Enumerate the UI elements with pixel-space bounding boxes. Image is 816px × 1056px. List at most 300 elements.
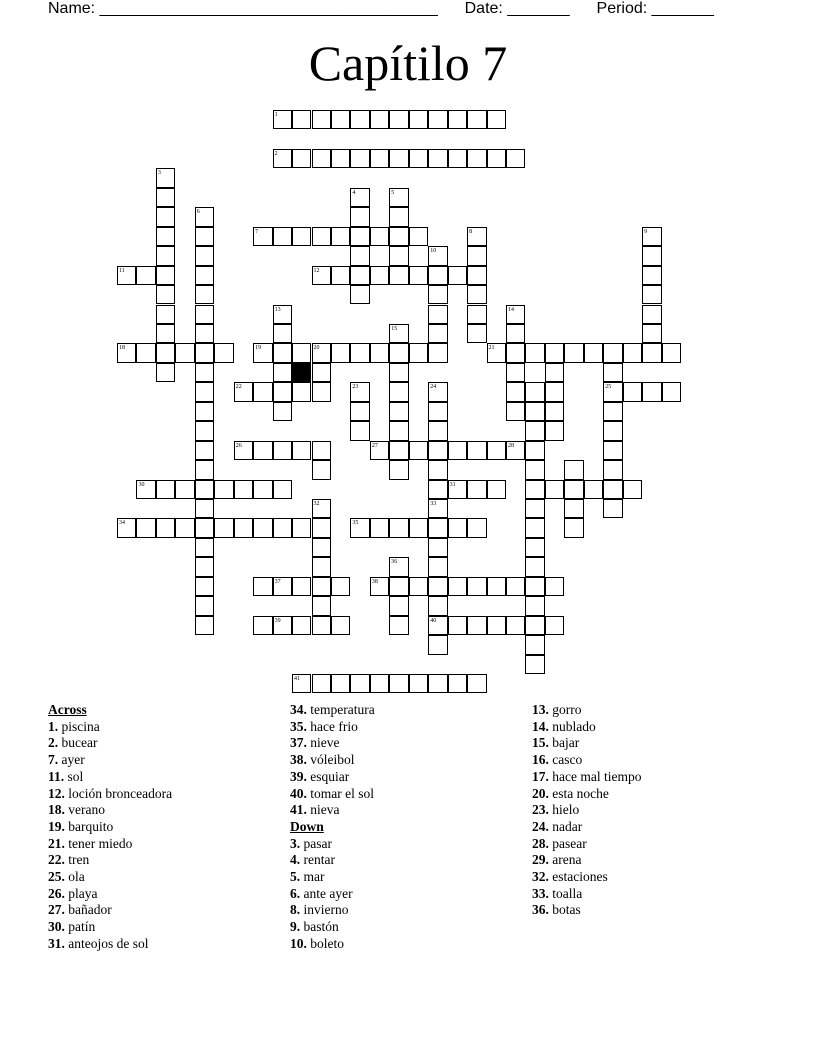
- grid-cell[interactable]: [467, 285, 486, 304]
- grid-cell[interactable]: [292, 577, 311, 596]
- grid-cell[interactable]: [525, 577, 544, 596]
- grid-cell[interactable]: [331, 577, 350, 596]
- grid-cell[interactable]: [448, 674, 467, 693]
- grid-cell[interactable]: [136, 518, 155, 537]
- grid-cell[interactable]: [136, 343, 155, 362]
- grid-cell[interactable]: [603, 382, 622, 401]
- grid-cell[interactable]: [389, 324, 408, 343]
- grid-cell[interactable]: [214, 518, 233, 537]
- clue-number-label: 36.: [532, 902, 549, 918]
- grid-cell[interactable]: [428, 421, 447, 440]
- grid-cell[interactable]: [292, 227, 311, 246]
- grid-cell[interactable]: [428, 480, 447, 499]
- grid-cell[interactable]: [545, 343, 564, 362]
- grid-cell[interactable]: [195, 266, 214, 285]
- grid-cell[interactable]: [525, 596, 544, 615]
- grid-cell[interactable]: [525, 441, 544, 460]
- grid-cell[interactable]: [506, 324, 525, 343]
- clue-item: [290, 852, 375, 869]
- grid-cell[interactable]: [136, 480, 155, 499]
- grid-cell[interactable]: [253, 577, 272, 596]
- grid-cell[interactable]: [156, 168, 175, 187]
- grid-cell[interactable]: [603, 499, 622, 518]
- grid-cell[interactable]: [195, 577, 214, 596]
- grid-cell[interactable]: [448, 480, 467, 499]
- grid-cell[interactable]: [350, 674, 369, 693]
- grid-cell[interactable]: [642, 246, 661, 265]
- grid-cell[interactable]: [312, 227, 331, 246]
- grid-cell[interactable]: [331, 110, 350, 129]
- grid-cell[interactable]: [389, 674, 408, 693]
- grid-cell[interactable]: [234, 518, 253, 537]
- grid-cell[interactable]: [350, 110, 369, 129]
- grid-cell[interactable]: [428, 266, 447, 285]
- grid-cell[interactable]: [273, 616, 292, 635]
- grid-cell[interactable]: [409, 343, 428, 362]
- grid-cell[interactable]: [389, 577, 408, 596]
- grid-cell[interactable]: [428, 518, 447, 537]
- grid-cell[interactable]: [662, 343, 681, 362]
- grid-cell[interactable]: [487, 149, 506, 168]
- grid-cell[interactable]: [564, 480, 583, 499]
- grid-cell[interactable]: [389, 382, 408, 401]
- grid-cell[interactable]: [487, 480, 506, 499]
- clue-number: 30: [138, 481, 145, 488]
- grid-cell[interactable]: [312, 441, 331, 460]
- grid-cell[interactable]: [448, 577, 467, 596]
- grid-cell[interactable]: [389, 343, 408, 362]
- grid-cell[interactable]: [253, 518, 272, 537]
- grid-cell[interactable]: [370, 518, 389, 537]
- grid-cell[interactable]: [564, 460, 583, 479]
- clue-item: [290, 786, 375, 803]
- grid-cell[interactable]: [331, 343, 350, 362]
- grid-cell[interactable]: [292, 674, 311, 693]
- grid-cell[interactable]: [350, 402, 369, 421]
- grid-cell[interactable]: [525, 343, 544, 362]
- grid-cell[interactable]: [331, 227, 350, 246]
- grid-cell[interactable]: [370, 149, 389, 168]
- grid-cell[interactable]: [195, 343, 214, 362]
- grid-cell[interactable]: [175, 343, 194, 362]
- grid-cell[interactable]: [195, 246, 214, 265]
- clue-number-label: 12.: [48, 785, 65, 801]
- grid-cell[interactable]: [389, 596, 408, 615]
- grid-cell[interactable]: [312, 343, 331, 362]
- grid-cell[interactable]: [117, 518, 136, 537]
- grid-cell[interactable]: [428, 110, 447, 129]
- grid-cell[interactable]: [195, 596, 214, 615]
- grid-cell[interactable]: [525, 538, 544, 557]
- grid-cell[interactable]: [428, 674, 447, 693]
- grid-cell[interactable]: [409, 110, 428, 129]
- grid-cell[interactable]: [545, 577, 564, 596]
- grid-cell[interactable]: [370, 577, 389, 596]
- grid-cell[interactable]: [273, 363, 292, 382]
- grid-cell[interactable]: [525, 499, 544, 518]
- grid-cell[interactable]: [312, 557, 331, 576]
- grid-cell[interactable]: [428, 616, 447, 635]
- clue-item: [290, 869, 375, 886]
- grid-cell[interactable]: [428, 441, 447, 460]
- grid-cell[interactable]: [603, 343, 622, 362]
- grid-cell[interactable]: [331, 266, 350, 285]
- grid-cell[interactable]: [448, 266, 467, 285]
- grid-cell[interactable]: [487, 441, 506, 460]
- grid-cell[interactable]: [195, 460, 214, 479]
- grid-cell[interactable]: [350, 246, 369, 265]
- grid-cell[interactable]: [312, 266, 331, 285]
- grid-cell[interactable]: [370, 674, 389, 693]
- grid-cell[interactable]: [195, 207, 214, 226]
- grid-cell[interactable]: [370, 343, 389, 362]
- clue-item: [48, 852, 172, 869]
- clue-text: hace mal tiempo: [552, 768, 642, 784]
- grid-cell[interactable]: [428, 557, 447, 576]
- grid-cell[interactable]: [273, 518, 292, 537]
- grid-cell[interactable]: [312, 149, 331, 168]
- name-field[interactable]: Name: ______________________________________: [48, 0, 438, 17]
- grid-cell[interactable]: [156, 480, 175, 499]
- grid-cell[interactable]: [350, 266, 369, 285]
- grid-cell[interactable]: [525, 518, 544, 537]
- grid-cell[interactable]: [545, 363, 564, 382]
- grid-cell[interactable]: [389, 557, 408, 576]
- grid-cell[interactable]: [662, 382, 681, 401]
- grid-cell[interactable]: [195, 557, 214, 576]
- grid-cell[interactable]: [448, 616, 467, 635]
- grid-cell[interactable]: [467, 577, 486, 596]
- grid-cell[interactable]: [389, 149, 408, 168]
- grid-cell[interactable]: [409, 577, 428, 596]
- grid-cell[interactable]: [428, 343, 447, 362]
- grid-cell[interactable]: [428, 402, 447, 421]
- grid-cell[interactable]: [448, 518, 467, 537]
- grid-cell[interactable]: [175, 480, 194, 499]
- grid-cell[interactable]: [370, 441, 389, 460]
- grid-cell[interactable]: [525, 635, 544, 654]
- grid-cell[interactable]: [312, 363, 331, 382]
- grid-cell[interactable]: [253, 441, 272, 460]
- grid-cell[interactable]: [273, 324, 292, 343]
- grid-cell[interactable]: [389, 227, 408, 246]
- grid-cell[interactable]: [195, 402, 214, 421]
- grid-cell[interactable]: [642, 266, 661, 285]
- clue-item: [532, 769, 641, 786]
- clue-number: 3: [157, 170, 161, 177]
- grid-cell[interactable]: [156, 324, 175, 343]
- grid-cell[interactable]: [292, 149, 311, 168]
- grid-cell[interactable]: [350, 149, 369, 168]
- grid-cell[interactable]: [253, 616, 272, 635]
- grid-cell[interactable]: [292, 382, 311, 401]
- grid-cell[interactable]: [623, 480, 642, 499]
- grid-cell[interactable]: [506, 305, 525, 324]
- grid-cell[interactable]: [487, 616, 506, 635]
- grid-cell[interactable]: [234, 480, 253, 499]
- grid-cell[interactable]: [156, 285, 175, 304]
- grid-cell[interactable]: [234, 382, 253, 401]
- grid-cell[interactable]: [389, 421, 408, 440]
- grid-cell[interactable]: [156, 518, 175, 537]
- grid-cell[interactable]: [273, 441, 292, 460]
- grid-cell[interactable]: [603, 421, 622, 440]
- grid-cell[interactable]: [273, 343, 292, 362]
- grid-cell[interactable]: [273, 305, 292, 324]
- grid-cell[interactable]: [389, 188, 408, 207]
- grid-cell[interactable]: [350, 421, 369, 440]
- grid-cell[interactable]: [506, 343, 525, 362]
- grid-cell[interactable]: [389, 460, 408, 479]
- grid-cell[interactable]: [312, 382, 331, 401]
- clue-item: [48, 919, 172, 936]
- grid-cell[interactable]: [117, 266, 136, 285]
- grid-cell[interactable]: [312, 616, 331, 635]
- grid-cell[interactable]: [506, 441, 525, 460]
- grid-cell[interactable]: [409, 518, 428, 537]
- grid-cell[interactable]: [389, 441, 408, 460]
- grid-cell[interactable]: [350, 188, 369, 207]
- grid-cell[interactable]: [273, 577, 292, 596]
- grid-cell[interactable]: [545, 616, 564, 635]
- grid-cell[interactable]: [642, 343, 661, 362]
- grid-cell[interactable]: [312, 518, 331, 537]
- grid-cell[interactable]: [467, 480, 486, 499]
- grid-cell[interactable]: [156, 246, 175, 265]
- grid-cell[interactable]: [234, 441, 253, 460]
- grid-cell[interactable]: [564, 499, 583, 518]
- clue-number: 31: [449, 481, 456, 488]
- grid-cell[interactable]: [428, 499, 447, 518]
- grid-cell[interactable]: [603, 441, 622, 460]
- grid-cell[interactable]: [487, 577, 506, 596]
- grid-cell[interactable]: [273, 402, 292, 421]
- grid-cell[interactable]: [448, 110, 467, 129]
- grid-cell[interactable]: [292, 110, 311, 129]
- grid-cell[interactable]: [467, 674, 486, 693]
- grid-cell[interactable]: [195, 305, 214, 324]
- grid-cell[interactable]: [623, 343, 642, 362]
- grid-cell[interactable]: [292, 441, 311, 460]
- grid-cell[interactable]: [195, 518, 214, 537]
- grid-cell[interactable]: [389, 207, 408, 226]
- grid-cell[interactable]: [467, 149, 486, 168]
- grid-cell[interactable]: [292, 343, 311, 362]
- grid-cell[interactable]: [156, 207, 175, 226]
- grid-cell[interactable]: [506, 363, 525, 382]
- grid-cell[interactable]: [253, 227, 272, 246]
- grid-cell[interactable]: [409, 227, 428, 246]
- grid-cell[interactable]: [428, 577, 447, 596]
- grid-cell[interactable]: [428, 538, 447, 557]
- grid-cell[interactable]: [156, 343, 175, 362]
- grid-cell[interactable]: [428, 149, 447, 168]
- grid-cell[interactable]: [117, 343, 136, 362]
- grid-cell[interactable]: [506, 382, 525, 401]
- grid-cell[interactable]: [584, 480, 603, 499]
- grid-cell[interactable]: [545, 421, 564, 440]
- grid-cell[interactable]: [253, 382, 272, 401]
- clue-text: boleto: [310, 935, 344, 951]
- grid-cell[interactable]: [525, 616, 544, 635]
- grid-cell[interactable]: [409, 149, 428, 168]
- grid-cell[interactable]: [214, 343, 233, 362]
- grid-cell[interactable]: [603, 480, 622, 499]
- grid-cell[interactable]: [409, 441, 428, 460]
- grid-cell[interactable]: [389, 363, 408, 382]
- grid-cell[interactable]: [428, 382, 447, 401]
- grid-cell[interactable]: [292, 616, 311, 635]
- grid-cell[interactable]: [195, 227, 214, 246]
- grid-cell[interactable]: [467, 518, 486, 537]
- grid-cell[interactable]: [409, 674, 428, 693]
- grid-cell[interactable]: [506, 402, 525, 421]
- grid-cell[interactable]: [350, 207, 369, 226]
- grid-cell[interactable]: [195, 382, 214, 401]
- grid-cell[interactable]: [545, 382, 564, 401]
- grid-cell[interactable]: [487, 110, 506, 129]
- grid-cell[interactable]: [273, 227, 292, 246]
- clue-text: verano: [68, 802, 105, 818]
- grid-cell[interactable]: [350, 518, 369, 537]
- period-field[interactable]: Period: _______: [596, 0, 714, 17]
- grid-cell[interactable]: [156, 305, 175, 324]
- grid-cell[interactable]: [525, 382, 544, 401]
- grid-cell[interactable]: [312, 538, 331, 557]
- grid-cell[interactable]: [545, 480, 564, 499]
- grid-cell[interactable]: [195, 499, 214, 518]
- grid-cell[interactable]: [370, 110, 389, 129]
- grid-cell[interactable]: [428, 285, 447, 304]
- grid-cell[interactable]: [331, 674, 350, 693]
- grid-cell[interactable]: [448, 441, 467, 460]
- grid-cell[interactable]: [584, 343, 603, 362]
- grid-cell[interactable]: [331, 616, 350, 635]
- grid-cell[interactable]: [448, 149, 467, 168]
- grid-cell[interactable]: [506, 616, 525, 635]
- grid-cell[interactable]: [467, 305, 486, 324]
- grid-cell[interactable]: [370, 266, 389, 285]
- grid-cell[interactable]: [428, 246, 447, 265]
- grid-cell[interactable]: [312, 596, 331, 615]
- grid-cell[interactable]: [642, 227, 661, 246]
- clue-number: 37: [274, 578, 281, 585]
- grid-cell[interactable]: [273, 382, 292, 401]
- clue-number-label: 30.: [48, 919, 65, 935]
- grid-cell[interactable]: [350, 343, 369, 362]
- grid-cell[interactable]: [312, 110, 331, 129]
- grid-cell[interactable]: [195, 616, 214, 635]
- grid-cell[interactable]: [525, 557, 544, 576]
- grid-cell[interactable]: [603, 363, 622, 382]
- grid-cell[interactable]: [156, 227, 175, 246]
- grid-cell[interactable]: [642, 285, 661, 304]
- grid-cell[interactable]: [642, 324, 661, 343]
- grid-cell[interactable]: [506, 149, 525, 168]
- grid-cell[interactable]: [156, 188, 175, 207]
- grid-cell[interactable]: [195, 324, 214, 343]
- grid-cell[interactable]: [467, 441, 486, 460]
- grid-cell[interactable]: [467, 227, 486, 246]
- grid-cell[interactable]: [195, 480, 214, 499]
- grid-cell[interactable]: [195, 285, 214, 304]
- grid-cell[interactable]: [428, 305, 447, 324]
- grid-cell[interactable]: [525, 402, 544, 421]
- grid-cell[interactable]: [312, 674, 331, 693]
- grid-cell[interactable]: [253, 480, 272, 499]
- grid-cell[interactable]: [389, 266, 408, 285]
- clue-text: nadar: [552, 818, 583, 834]
- grid-cell[interactable]: [467, 616, 486, 635]
- grid-cell[interactable]: [642, 305, 661, 324]
- grid-cell[interactable]: [409, 266, 428, 285]
- grid-cell[interactable]: [467, 266, 486, 285]
- grid-cell[interactable]: [214, 480, 233, 499]
- grid-cell[interactable]: [603, 402, 622, 421]
- grid-cell[interactable]: [350, 227, 369, 246]
- grid-cell[interactable]: [525, 460, 544, 479]
- grid-cell[interactable]: [564, 518, 583, 537]
- grid-cell[interactable]: [312, 460, 331, 479]
- clue-text: tren: [68, 852, 90, 868]
- grid-cell[interactable]: [156, 363, 175, 382]
- grid-cell[interactable]: [506, 577, 525, 596]
- grid-cell[interactable]: [525, 655, 544, 674]
- grid-cell[interactable]: [156, 266, 175, 285]
- grid-cell[interactable]: [467, 324, 486, 343]
- grid-cell[interactable]: [389, 246, 408, 265]
- grid-cell[interactable]: [273, 110, 292, 129]
- grid-cell[interactable]: [487, 343, 506, 362]
- grid-cell[interactable]: [292, 518, 311, 537]
- clue-number: 22: [235, 384, 242, 391]
- date-field[interactable]: Date: _______: [464, 0, 570, 17]
- grid-cell[interactable]: [195, 363, 214, 382]
- grid-cell[interactable]: [545, 402, 564, 421]
- grid-cell[interactable]: [350, 285, 369, 304]
- grid-cell[interactable]: [389, 616, 408, 635]
- grid-cell[interactable]: [312, 499, 331, 518]
- grid-cell[interactable]: [350, 382, 369, 401]
- grid-cell[interactable]: [564, 343, 583, 362]
- grid-cell[interactable]: [467, 246, 486, 265]
- grid-cell[interactable]: [331, 149, 350, 168]
- grid-cell[interactable]: [603, 460, 622, 479]
- grid-cell[interactable]: [428, 596, 447, 615]
- grid-cell[interactable]: [195, 421, 214, 440]
- grid-cell[interactable]: [623, 382, 642, 401]
- grid-cell[interactable]: [389, 110, 408, 129]
- grid-cell[interactable]: [525, 421, 544, 440]
- grid-cell[interactable]: [195, 441, 214, 460]
- grid-cell[interactable]: [312, 577, 331, 596]
- grid-cell[interactable]: [467, 110, 486, 129]
- grid-cell[interactable]: [273, 149, 292, 168]
- grid-cell[interactable]: [370, 227, 389, 246]
- grid-cell[interactable]: [389, 402, 408, 421]
- grid-cell[interactable]: [428, 635, 447, 654]
- grid-cell[interactable]: [428, 460, 447, 479]
- grid-cell[interactable]: [525, 480, 544, 499]
- grid-cell[interactable]: [195, 538, 214, 557]
- grid-cell[interactable]: [175, 518, 194, 537]
- grid-cell[interactable]: [273, 480, 292, 499]
- grid-cell[interactable]: [642, 382, 661, 401]
- grid-cell[interactable]: [253, 343, 272, 362]
- grid-cell[interactable]: [389, 518, 408, 537]
- grid-cell[interactable]: [136, 266, 155, 285]
- grid-cell[interactable]: [428, 324, 447, 343]
